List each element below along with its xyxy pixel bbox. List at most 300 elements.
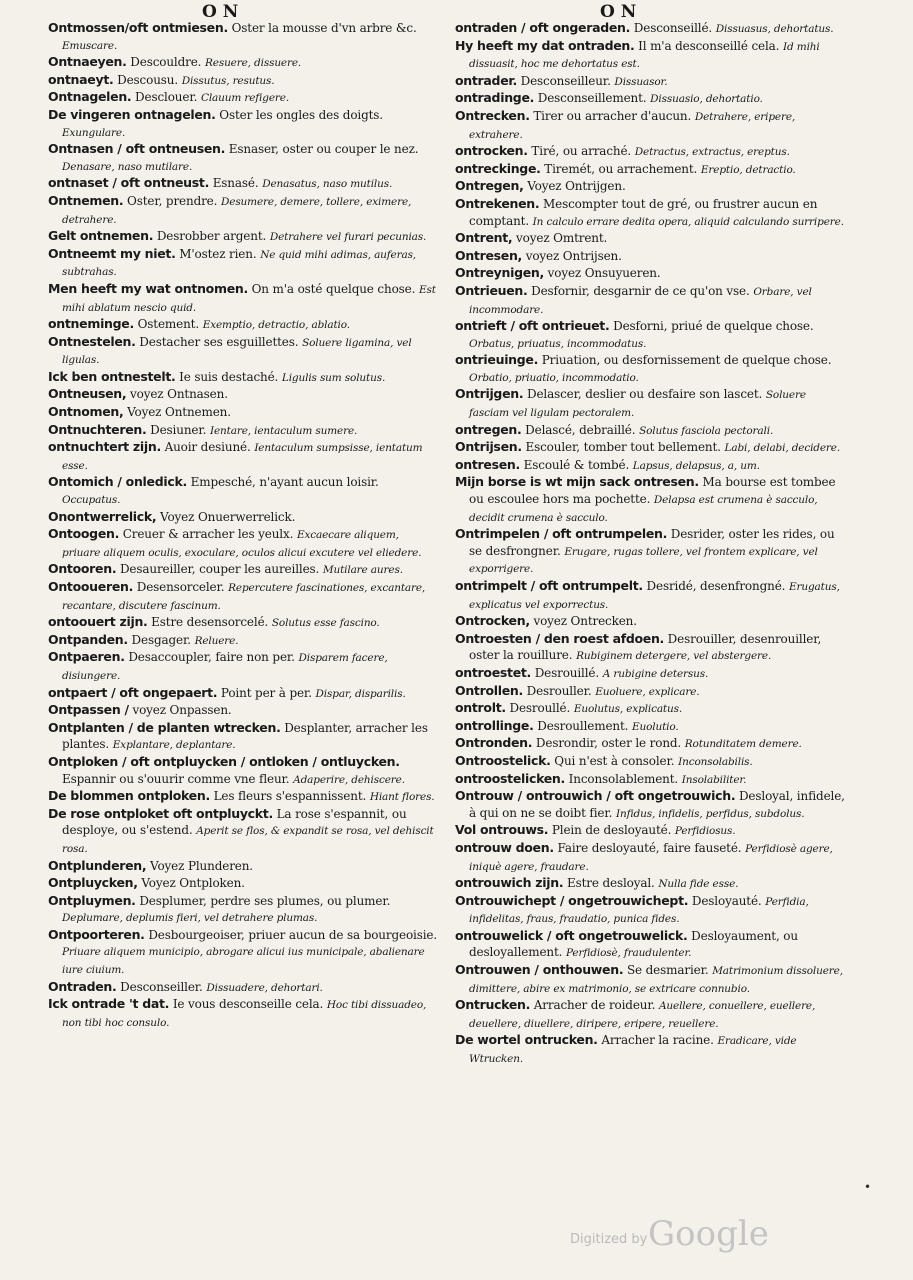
entry-latin: Ientaculum sumpsisse, ientatum esse. xyxy=(62,442,423,472)
entry-latin: Perfidia, infidelitas, fraus, fraudatio, punica fides. xyxy=(469,895,809,926)
entry-french: Voyez Ontploken. xyxy=(141,876,245,891)
entry-latin: Dissuadere, dehortari. xyxy=(206,981,323,994)
entry-french: Ie vous desconseille cela. xyxy=(172,997,324,1012)
entry-french: Se desmarier. xyxy=(626,963,709,978)
entry-headword: Ick ontrade 't dat. xyxy=(48,996,170,1012)
entry-headword: Ontrucken. xyxy=(455,997,531,1013)
dictionary-entry xyxy=(48,927,440,979)
entry-french: Desiuner. xyxy=(150,422,207,437)
entry-latin: Solutus esse fascino. xyxy=(271,617,380,630)
entry-headword: Ontooueren. xyxy=(48,579,134,594)
entry-headword: Ick ben ontnestelt. xyxy=(48,368,176,384)
dictionary-entry xyxy=(455,526,847,578)
entry-french: Descousu. xyxy=(117,72,179,87)
entry-headword: ontneminge. xyxy=(48,316,134,332)
left-column xyxy=(48,20,440,1031)
entry-headword: De blommen ontploken. xyxy=(48,788,210,804)
entry-french: Tiré, ou arraché. xyxy=(531,144,632,159)
dictionary-entry xyxy=(455,352,847,386)
entry-latin: Dissuasio, dehortatio. xyxy=(650,93,763,106)
entry-french: Esnasé. xyxy=(212,176,259,191)
entry-latin: Delapsa est crumena è sacculo, decidit crumena è sacculo. xyxy=(469,494,818,524)
dictionary-entry xyxy=(48,526,440,561)
entry-french: Desplumer, perdre ses plumes, ou plumer. xyxy=(139,893,391,908)
entry-latin: Dissuasor. xyxy=(614,75,668,88)
entry-latin: Euolutio. xyxy=(631,720,679,733)
entry-latin: Aperit se flos, & expandit se rosa, vel dehiscit rosa. xyxy=(62,825,434,855)
dictionary-entry xyxy=(48,979,440,997)
entry-latin: Priuare aliquem municipio, abrogare alicui ius municipale, abalienare iure ciuium. xyxy=(62,946,425,977)
entry-headword: Ontneemt my niet. xyxy=(48,245,176,261)
entry-latin: Euoluere, explicare. xyxy=(595,685,700,698)
dictionary-entry xyxy=(48,632,440,650)
entry-headword: Ontroostelick. xyxy=(455,752,551,768)
entry-french: Desfornir, desgarnir de ce qu'on vse. xyxy=(531,283,750,298)
entry-french: Voyez Plunderen. xyxy=(150,858,253,873)
entry-latin: Dissutus, resutus. xyxy=(181,74,275,87)
entry-french: Desaccoupler, faire non per. xyxy=(128,650,295,665)
entry-french: Desrobber argent. xyxy=(156,229,267,244)
entry-french: Desrouillé. xyxy=(534,665,600,680)
entry-headword: ontrimpelt / oft ontrumpelt. xyxy=(455,578,643,593)
entry-latin: Dispar, disparilis. xyxy=(315,687,406,700)
entry-latin: In calculo errare dedita opera, aliquid calculando surripere. xyxy=(532,215,844,228)
entry-french: Desridé, desenfrongné. xyxy=(646,579,786,593)
dictionary-entry xyxy=(455,771,847,789)
header-right: O N xyxy=(600,2,637,22)
entry-headword: Ontrocken, xyxy=(455,613,530,629)
entry-latin: Deplumare, deplumis fieri, vel detrahere plumas. xyxy=(62,912,318,925)
google-watermark xyxy=(570,1214,820,1264)
dictionary-entry xyxy=(455,422,847,440)
entry-latin: Rubiginem detergere, vel abstergere. xyxy=(576,650,772,663)
entry-headword: ontrieuinge. xyxy=(455,352,539,368)
entry-french: Esnaser, oster ou couper le nez. xyxy=(228,142,419,157)
entry-headword: Ontrouwen / onthouwen. xyxy=(455,962,624,978)
entry-french: Desloyauté. xyxy=(691,893,762,908)
entry-latin: Labi, delabi, decidere. xyxy=(724,442,841,455)
entry-headword: Ontraden. xyxy=(48,978,117,994)
entry-french: Oster la mousse d'vn arbre &c. xyxy=(231,21,417,35)
entry-latin: Id mihi dissuasit, hoc me dehortatus est. xyxy=(469,40,820,71)
entry-headword: Men heeft my wat ontnomen. xyxy=(48,280,248,296)
dictionary-entry xyxy=(455,248,847,266)
entry-latin: Exungulare. xyxy=(62,126,126,139)
entry-latin: Perfidiosus. xyxy=(674,825,736,838)
dictionary-entry xyxy=(455,735,847,753)
entry-headword: ontraden / oft ongeraden. xyxy=(455,20,631,35)
entry-french: voyez Onpassen. xyxy=(132,703,232,718)
entry-headword: Ontplanten / de planten wtrecken. xyxy=(48,719,281,735)
dictionary-entry xyxy=(455,230,847,248)
entry-headword: Hy heeft my dat ontraden. xyxy=(455,37,635,53)
dictionary-entry xyxy=(48,228,440,246)
dictionary-entry xyxy=(455,718,847,736)
entry-latin: Soluere ligamina, vel ligulas. xyxy=(62,336,412,367)
entry-headword: Ontroesten / den roest afdoen. xyxy=(455,630,664,646)
entry-headword: Ontrimpelen / oft ontrumpelen. xyxy=(455,526,668,542)
entry-french: Desrouiller, desenrouiller, oster la rouillure. xyxy=(469,631,822,663)
dictionary-entry xyxy=(455,893,847,928)
entry-latin: Soluere fasciam vel ligulam pectoralem. xyxy=(469,389,806,420)
entry-headword: ontresen. xyxy=(455,456,520,472)
dictionary-entry xyxy=(48,20,440,54)
entry-french: voyez Ontnasen. xyxy=(130,387,228,402)
entry-headword: Ontpoorteren. xyxy=(48,926,145,942)
dictionary-entry xyxy=(455,840,847,875)
entry-french: voyez Onsuyueren. xyxy=(547,266,661,281)
entry-headword: Ontpaeren. xyxy=(48,649,125,665)
dictionary-entry xyxy=(48,509,440,527)
entry-headword: ontrouwelick / oft ongetrouwelick. xyxy=(455,927,688,943)
entry-french: Desplanter, arracher les plantes. xyxy=(62,720,428,752)
entry-french: Il m'a desconseillé cela. xyxy=(638,38,780,53)
entry-latin: Exemptio, detractio, ablatio. xyxy=(202,319,350,332)
entry-french: Desaureiller, couper les aureilles. xyxy=(119,562,320,577)
dictionary-entry xyxy=(48,858,440,876)
entry-headword: Ontploken / oft ontpluycken / ontloken / ontluycken. xyxy=(48,753,400,769)
entry-french: Tiremét, ou arrachement. xyxy=(544,161,698,176)
dictionary-entry xyxy=(48,422,440,440)
entry-headword: Ontoogen. xyxy=(48,526,120,542)
entry-french: Desrondir, oster le rond. xyxy=(535,736,682,751)
dictionary-entry xyxy=(48,386,440,404)
entry-french: Ostement. xyxy=(137,317,200,332)
entry-french: Les fleurs s'espannissent. xyxy=(213,789,367,804)
entry-headword: ontnaeyt. xyxy=(48,71,114,87)
entry-french: Desroullement. xyxy=(537,718,629,733)
dictionary-entry xyxy=(455,20,847,38)
entry-headword: ontrieft / oft ontrieuet. xyxy=(455,318,610,334)
entry-headword: ontrouw doen. xyxy=(455,839,554,855)
entry-headword: Ontrent, xyxy=(455,230,513,246)
right-column xyxy=(455,20,847,1068)
dictionary-entry xyxy=(455,283,847,318)
entry-french: Priuation, ou desfornissement de quelque chose. xyxy=(541,353,832,368)
entry-latin: Matrimonium dissoluere, dimittere, abire ex matrimonio, se extricare connubio. xyxy=(469,965,843,995)
entry-french: M'ostez rien. xyxy=(179,246,257,261)
entry-latin: Reluere. xyxy=(194,634,239,647)
dictionary-entry xyxy=(48,246,440,281)
dictionary-entry xyxy=(48,281,440,316)
entry-latin: Excaecare aliquem, priuare aliquem oculis, exoculare, oculos alicui excutere vel eliedere. xyxy=(62,529,422,559)
entry-latin: A rubigine detersus. xyxy=(602,667,709,680)
entry-headword: ontroestet. xyxy=(455,664,532,680)
dictionary-entry xyxy=(48,561,440,579)
entry-french: Escouler, tomber tout bellement. xyxy=(525,440,721,455)
entry-french: Voyez Onuerwerrelick. xyxy=(160,509,296,524)
entry-latin: Perfidiosè agere, iniquè agere, fraudare. xyxy=(469,842,833,873)
dictionary-entry xyxy=(455,997,847,1032)
entry-latin: Euolutus, explicatus. xyxy=(573,703,683,716)
entry-latin: Orbatus, priuatus, incommodatus. xyxy=(469,337,647,350)
dictionary-entry xyxy=(455,665,847,683)
entry-french: Desbourgeoiser, priuer aucun de sa bourgeoisie. xyxy=(148,927,438,942)
dictionary-entry xyxy=(455,753,847,771)
dictionary-entry xyxy=(455,178,847,196)
dictionary-entry xyxy=(455,613,847,631)
entry-french: Tirer ou arracher d'aucun. xyxy=(533,108,692,123)
entry-latin: Erugare, rugas tollere, vel frontem explicare, vel exporrigere. xyxy=(469,545,818,576)
entry-headword: Ontooren. xyxy=(48,561,117,577)
entry-latin: Desumere, demere, tollere, eximere, detrahere. xyxy=(62,195,412,226)
entry-headword: ontregen. xyxy=(455,421,522,437)
entry-latin: Rotunditatem demere. xyxy=(684,738,802,751)
dictionary-entry xyxy=(48,720,440,754)
google-logo: Google xyxy=(648,1214,769,1254)
entry-headword: ontrader. xyxy=(455,72,517,88)
dictionary-entry xyxy=(455,265,847,283)
entry-headword: Ontnaeyen. xyxy=(48,54,127,70)
header-left: O N xyxy=(202,2,239,22)
entry-french: Destacher ses esguillettes. xyxy=(139,334,299,349)
entry-headword: De rose ontploket oft ontpluyckt. xyxy=(48,805,273,821)
entry-french: Voyez Ontrijgen. xyxy=(527,179,626,194)
dictionary-entry xyxy=(48,193,440,228)
entry-latin: Inconsolabilis. xyxy=(678,755,753,768)
dictionary-entry xyxy=(48,579,440,614)
dictionary-entry xyxy=(455,875,847,893)
entry-headword: Ontplunderen, xyxy=(48,857,147,873)
entry-french: Escoulé & tombé. xyxy=(523,457,630,472)
dictionary-entry xyxy=(48,72,440,90)
entry-headword: ontradinge. xyxy=(455,90,535,106)
entry-french: Delascer, deslier ou desfaire son lascet. xyxy=(526,387,763,402)
entry-latin: Ereptio, detractio. xyxy=(700,163,796,176)
entry-headword: Ontrecken. xyxy=(455,107,530,123)
entry-headword: Ontreynigen, xyxy=(455,265,544,281)
entry-latin: Mutilare aures. xyxy=(322,564,403,577)
entry-headword: Ontrijsen. xyxy=(455,439,522,455)
dictionary-entry xyxy=(455,386,847,421)
entry-latin: Clauum refigere. xyxy=(200,92,290,105)
entry-headword: Ontpanden. xyxy=(48,631,128,647)
entry-french: Desloyaument, ou desloyallement. xyxy=(469,928,798,960)
entry-french: Faire desloyauté, faire fauseté. xyxy=(557,840,742,855)
entry-french: Desconseilleur. xyxy=(520,73,611,88)
entry-french: Delascé, debraillé. xyxy=(525,422,636,437)
dictionary-entry xyxy=(48,875,440,893)
dictionary-entry xyxy=(48,107,440,141)
entry-french: Estre desloyal. xyxy=(566,876,655,891)
entry-headword: Ontpluycken, xyxy=(48,875,138,891)
entry-french: Espannir ou s'ouurir comme vne fleur. xyxy=(62,771,290,786)
entry-french: voyez Ontrijsen. xyxy=(525,248,622,263)
dictionary-entry xyxy=(455,631,847,665)
entry-french: Desrider, oster les rides, ou se desfrongner. xyxy=(469,527,835,558)
entry-headword: Ontresen, xyxy=(455,247,523,263)
dictionary-entry xyxy=(455,196,847,230)
entry-french: Creuer & arracher les yeulx. xyxy=(122,527,294,542)
entry-french: Estre desensorcelé. xyxy=(151,615,269,630)
entry-french: Desgager. xyxy=(131,632,191,647)
entry-latin: Explantare, deplantare. xyxy=(112,739,236,752)
entry-latin: Orbare, vel incommodare. xyxy=(469,285,812,316)
entry-headword: Ontnasen / oft ontneusen. xyxy=(48,141,226,157)
entry-headword: ontroostelicken. xyxy=(455,770,565,786)
entry-headword: Ontrollen. xyxy=(455,682,523,698)
dictionary-entry xyxy=(455,962,847,997)
entry-headword: Ontrouwichept / ongetrouwichept. xyxy=(455,892,689,908)
entry-headword: ontnaset / oft ontneust. xyxy=(48,175,210,191)
entry-french: Arracher la racine. xyxy=(601,1033,714,1048)
dictionary-entry xyxy=(48,54,440,72)
entry-french: Inconsolablement. xyxy=(568,771,679,786)
entry-latin: Hoc tibi dissuadeo, non tibi hoc consulo. xyxy=(62,999,427,1029)
entry-french: Desconseillé. xyxy=(633,21,713,35)
entry-latin: Dissuasus, dehortatus. xyxy=(715,23,834,35)
entry-headword: ontrocken. xyxy=(455,143,528,159)
dictionary-entry xyxy=(455,578,847,613)
entry-headword: ontnuchtert zijn. xyxy=(48,439,161,455)
entry-latin: Solutus fasciola pectorali. xyxy=(639,424,774,437)
entry-headword: ontrollinge. xyxy=(455,717,534,733)
entry-french: La rose s'espannit, ou desploye, ou s'estend. xyxy=(62,806,407,838)
entry-latin: Adaperire, dehiscere. xyxy=(293,773,405,786)
entry-headword: Onontwerrelick, xyxy=(48,508,157,524)
entry-french: Oster, prendre. xyxy=(127,193,218,208)
dictionary-entry xyxy=(455,822,847,840)
entry-french: Voyez Ontnemen. xyxy=(127,405,231,420)
dictionary-entry xyxy=(455,143,847,161)
entry-latin: Insolabiliter. xyxy=(681,773,747,786)
entry-latin: Detrahere vel furari pecunias. xyxy=(269,231,427,244)
entry-french: Auoir desiuné. xyxy=(164,440,251,455)
entry-latin: Erugatus, explicatus vel exporrectus. xyxy=(469,581,840,611)
entry-headword: Gelt ontnemen. xyxy=(48,228,154,244)
entry-latin: Ligulis sum solutus. xyxy=(281,371,386,384)
dictionary-entry xyxy=(455,683,847,701)
dictionary-entry xyxy=(48,996,440,1031)
margin-mark: • xyxy=(864,1180,872,1194)
dictionary-entry xyxy=(455,457,847,475)
dictionary-entry xyxy=(48,89,440,107)
entry-headword: Ontnestelen. xyxy=(48,333,136,349)
entry-headword: Ontomich / onledick. xyxy=(48,474,187,490)
dictionary-entry xyxy=(48,649,440,684)
entry-latin: Nulla fide esse. xyxy=(658,878,739,891)
entry-latin: Ientare, ientaculum sumere. xyxy=(209,424,358,437)
entry-french: Desconseiller. xyxy=(120,979,203,994)
dictionary-entry xyxy=(48,334,440,369)
entry-latin: Detractus, extractus, ereptus. xyxy=(634,146,790,159)
dictionary-entry xyxy=(48,175,440,193)
entry-french: Desroullé. xyxy=(509,701,571,716)
entry-french: Plein de desloyauté. xyxy=(551,823,672,838)
entry-headword: Ontrieuen. xyxy=(455,282,528,298)
entry-latin: Orbatio, priuatio, incommodatio. xyxy=(469,371,639,384)
entry-french: Desloyal, infidele, à qui on ne se doibt fier. xyxy=(469,789,845,820)
dictionary-entry xyxy=(455,161,847,179)
entry-headword: ontreckinge. xyxy=(455,160,541,176)
dictionary-entry xyxy=(48,316,440,334)
entry-latin: Infidus, infidelis, perfidus, subdolus. xyxy=(615,807,805,820)
dictionary-entry xyxy=(48,893,440,927)
dictionary-entry xyxy=(48,702,440,720)
dictionary-entry xyxy=(48,788,440,806)
dictionary-entry xyxy=(48,806,440,858)
entry-latin: Ne quid mihi adimas, auferas, subtrahas. xyxy=(62,248,416,279)
dictionary-entry xyxy=(455,439,847,457)
entry-french: Desrouller. xyxy=(526,683,592,698)
entry-french: Ie suis destaché. xyxy=(179,369,279,384)
entry-headword: Ontrijgen. xyxy=(455,386,524,402)
dictionary-entry xyxy=(455,38,847,73)
entry-french: Desclouer. xyxy=(135,90,198,105)
entry-french: Desconseillement. xyxy=(537,91,647,106)
entry-latin: Eradicare, vide Wtrucken. xyxy=(469,1035,797,1066)
entry-headword: Ontnomen, xyxy=(48,404,124,420)
dictionary-entry xyxy=(455,108,847,143)
entry-headword: Mijn borse is wt mijn sack ontresen. xyxy=(455,474,699,490)
entry-french: Qui n'est à consoler. xyxy=(554,753,675,768)
dictionary-entry xyxy=(48,439,440,474)
entry-headword: ontoouert zijn. xyxy=(48,614,148,630)
entry-latin: Repercutere fascinationes, excantare, recantare, discutere fascinum. xyxy=(62,582,426,612)
entry-french: Mescompter tout de gré, ou frustrer aucun en comptant. xyxy=(469,196,818,228)
dictionary-entry xyxy=(455,1032,847,1067)
entry-latin: Occupatus. xyxy=(62,494,121,507)
entry-latin: Est mihi ablatum nescio quid. xyxy=(62,283,436,314)
dictionary-entry xyxy=(455,73,847,91)
dictionary-entry xyxy=(48,754,440,788)
entry-french: On m'a osté quelque chose. xyxy=(251,281,416,296)
entry-headword: Ontrouw / ontrouwich / oft ongetrouwich. xyxy=(455,788,736,804)
entry-headword: Ontronden. xyxy=(455,735,533,751)
entry-french: Arracher de roideur. xyxy=(533,998,656,1013)
entry-latin: Disparem facere, disiungere. xyxy=(62,652,388,682)
entry-latin: Hiant flores. xyxy=(369,791,435,804)
entry-latin: Perfidiosè, fraudulenter. xyxy=(565,947,692,960)
entry-headword: De vingeren ontnagelen. xyxy=(48,106,216,122)
dictionary-entry xyxy=(455,474,847,526)
entry-latin: Auellere, conuellere, euellere, deuellere, diuellere, diripere, eripere, reuellere. xyxy=(469,1000,816,1030)
entry-french: Desensorceler. xyxy=(136,580,225,594)
entry-headword: ontrouwich zijn. xyxy=(455,875,564,891)
entry-latin: Denasare, naso mutilare. xyxy=(62,160,193,173)
entry-headword: Ontnagelen. xyxy=(48,89,132,105)
entry-french: voyez Omtrent. xyxy=(516,231,608,246)
dictionary-entry xyxy=(48,685,440,703)
dictionary-entry xyxy=(48,369,440,387)
entry-french: Ma bourse est tombee ou escoulee hors ma pochette. xyxy=(469,475,836,507)
dictionary-entry xyxy=(455,90,847,108)
entry-latin: Denasatus, naso mutilus. xyxy=(262,178,393,191)
entry-headword: ontrolt. xyxy=(455,700,506,716)
dictionary-entry xyxy=(455,928,847,962)
digitized-by-text: Digitized by xyxy=(570,1232,648,1247)
entry-french: Descouldre. xyxy=(130,55,202,70)
entry-french: Point per à per. xyxy=(220,685,312,700)
dictionary-entry xyxy=(48,141,440,175)
entry-headword: Ontregen, xyxy=(455,178,524,194)
entry-french: Desforni, priué de quelque chose. xyxy=(613,319,814,334)
entry-headword: Ontnuchteren. xyxy=(48,421,147,437)
entry-headword: Ontpassen / xyxy=(48,702,129,718)
entry-french: voyez Ontrecken. xyxy=(533,614,637,629)
entry-headword: Ontnemen. xyxy=(48,192,124,208)
entry-headword: ontpaert / oft ongepaert. xyxy=(48,684,218,700)
entry-latin: Resuere, dissuere. xyxy=(205,57,302,70)
dictionary-entry xyxy=(48,614,440,632)
entry-latin: Emuscare. xyxy=(62,39,118,52)
entry-headword: Ontpluymen. xyxy=(48,892,136,908)
entry-headword: Vol ontrouws. xyxy=(455,822,549,838)
dictionary-entry xyxy=(455,318,847,352)
dictionary-entry xyxy=(48,404,440,422)
entry-headword: Ontrekenen. xyxy=(455,195,540,211)
entry-headword: Ontmossen/oft ontmiesen. xyxy=(48,20,228,35)
